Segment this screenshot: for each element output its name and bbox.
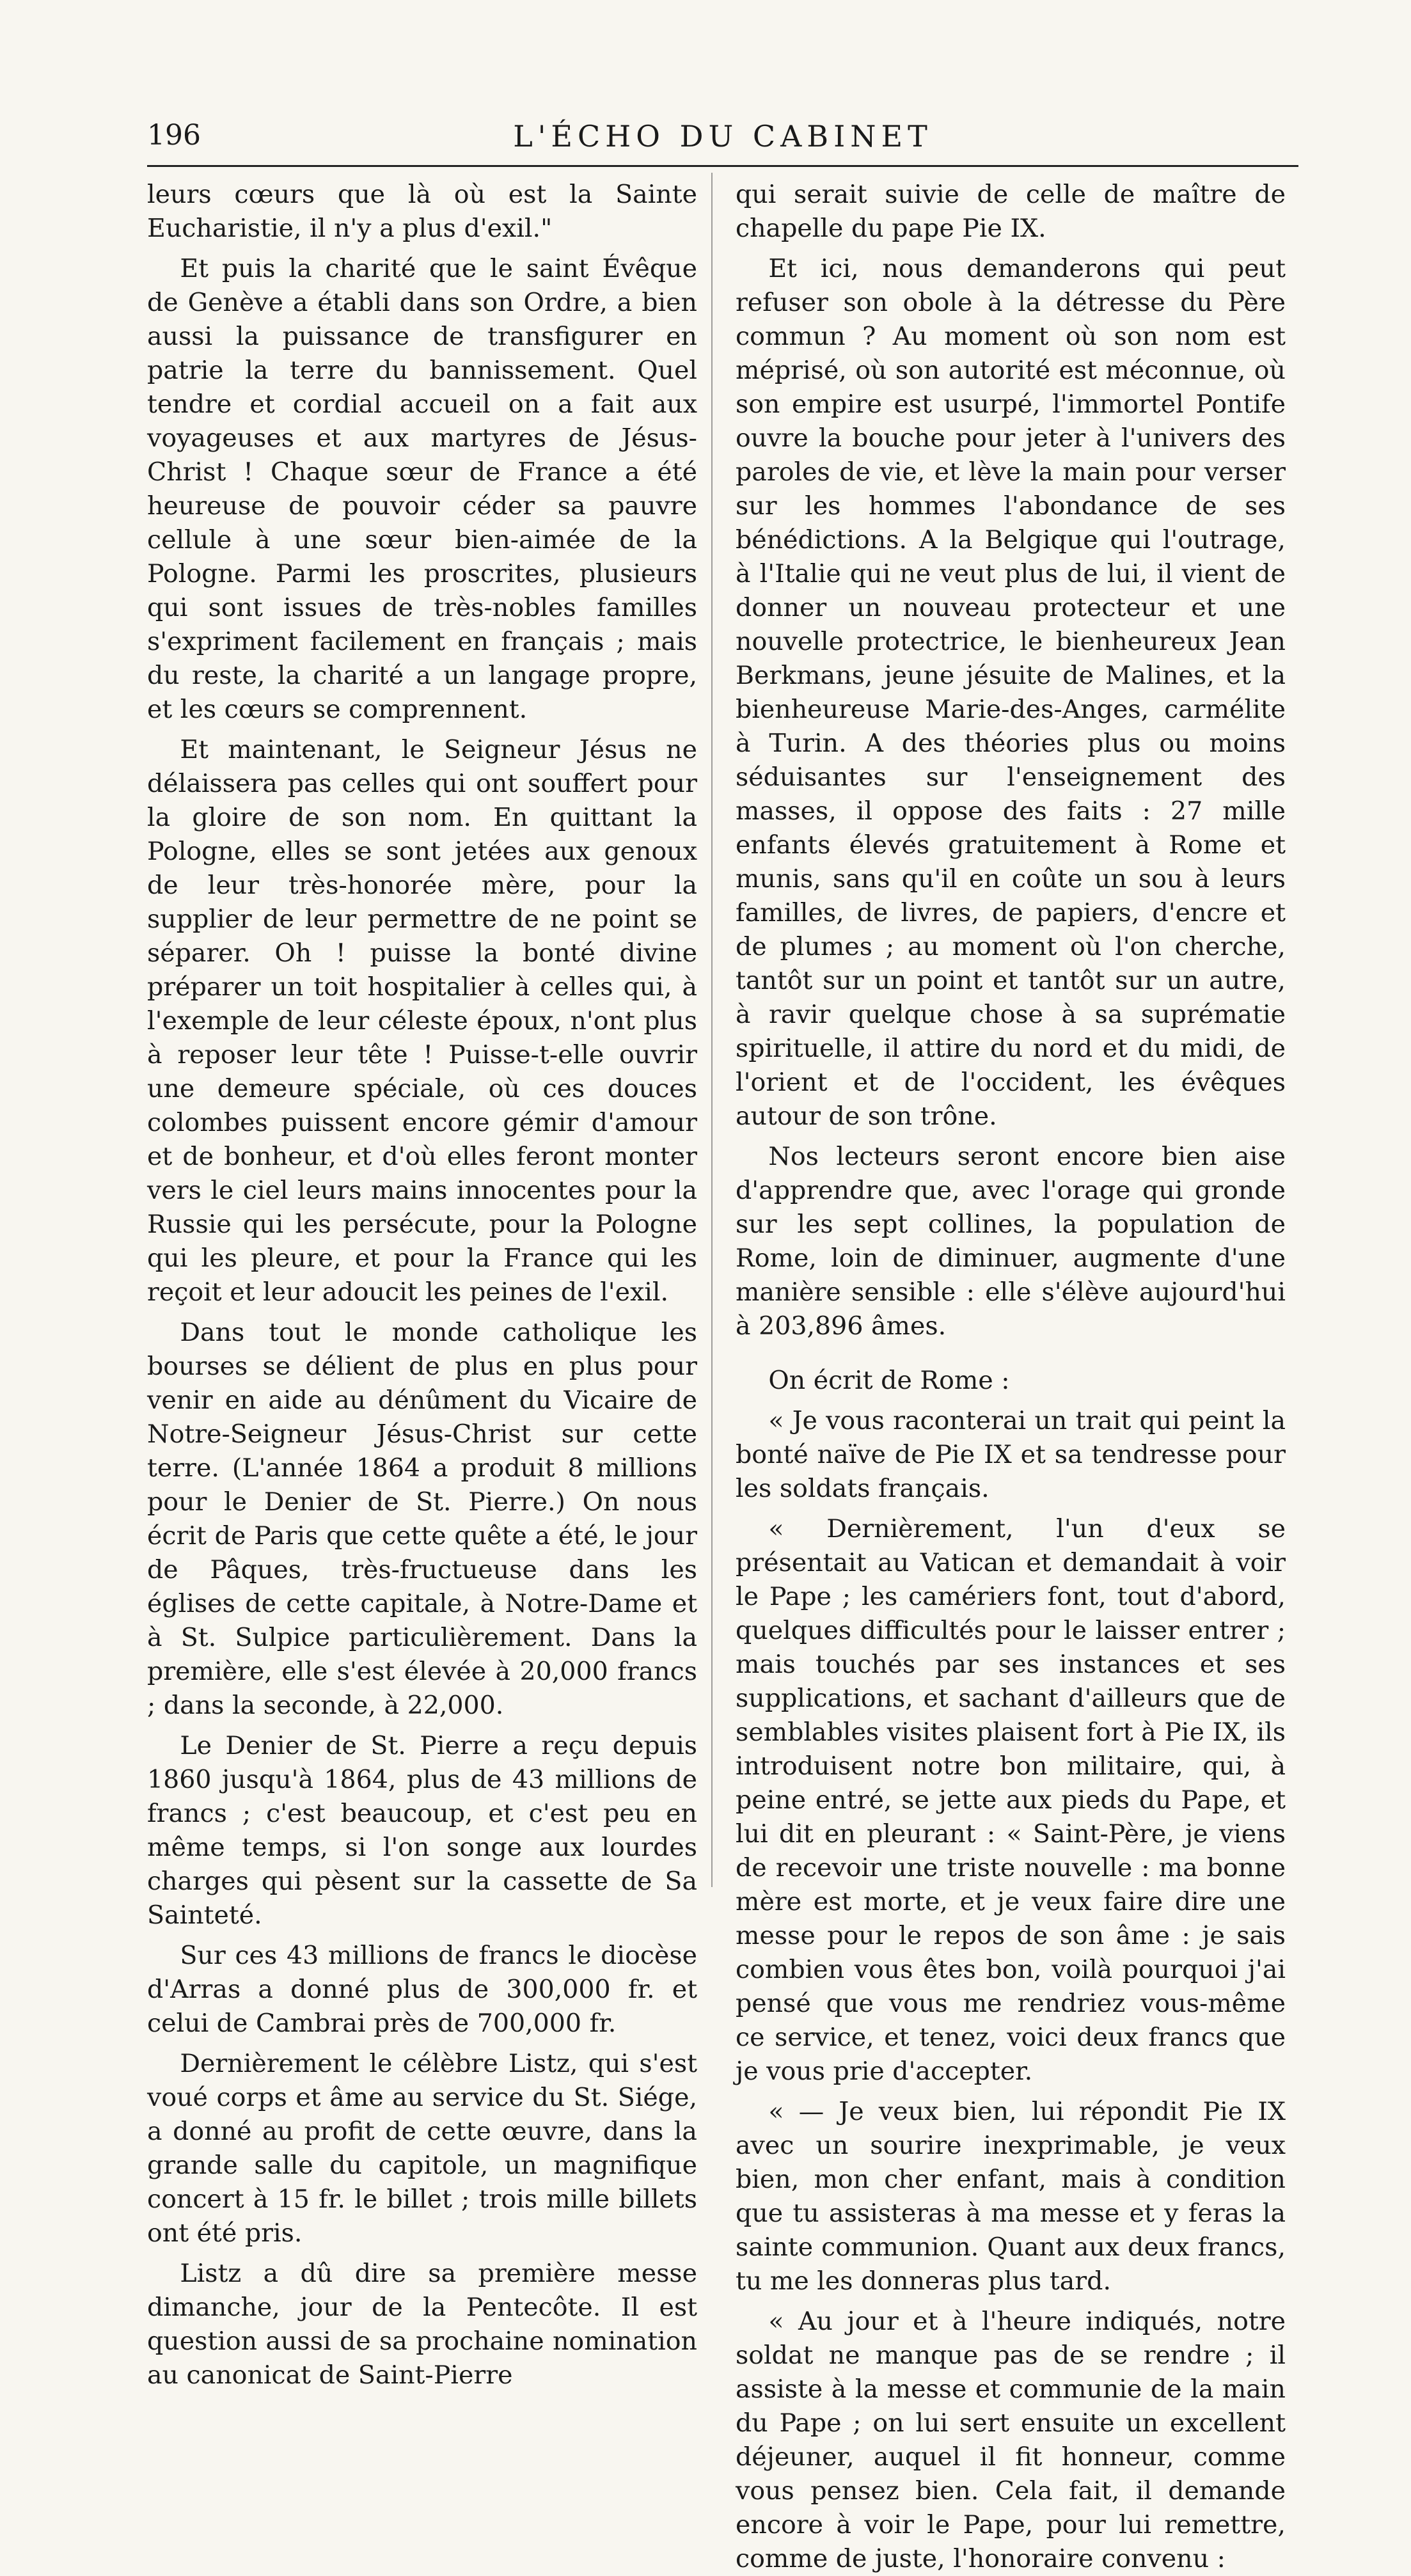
paragraph: Listz a dû dire sa première messe dimanche, jour de la Pentecôte. Il est question aussi de sa prochaine nomination au canonicat de Saint-Pierre [147,2259,697,2390]
paragraph: Et ici, nous demanderons qui peut refuser son obole à la détresse du Père commun ? Au moment où son nom est méprisé, où son autorité est méconnue, où son empire est usurpé, l'immortel Pontife ouvre la bouche pour jeter à l'univers des paroles de vie, et lève la main pour verser sur les hommes l'abondance de ses bénédictions. A la Belgique qui l'outrage, à l'Italie qui ne veut plus de lui, il vient de donner un nouveau protecteur et une nouvelle protectrice, le bienheureux Jean Berkmans, jeune jésuite de Malines, et la bienheureuse Marie-des-Anges, carmélite à Turin. A des théories plus ou moins séduisantes sur l'enseignement des masses, il oppose des faits : 27 mille enfants élevés gratuitement à Rome et munis, sans qu'il en coûte un sou à leurs familles, de livres, de papiers, d'encre et de plumes ; au moment où l'on cherche, tantôt sur un point et tantôt sur un autre, à ravir quelque chose à sa suprématie spirituelle, il attire du nord et du midi, de l'orient et de l'occident, les évêques autour de son trône. [736,254,1286,1131]
paragraph: Et puis la charité que le saint Évêque de Genève a établi dans son Ordre, a bien aussi la puissance de transfigurer en patrie la terre du bannissement. Quel tendre et cordial accueil on a fait aux voyageuses et aux martyres de Jésus-Christ ! Chaque sœur de France a été heureuse de pouvoir céder sa pauvre cellule à une sœur bien-aimée de la Pologne. Parmi les proscrites, plusieurs qui sont issues de très-nobles familles s'expriment facilement en français ; mais du reste, la charité a un langage propre, et les cœurs se comprennent. [147,254,697,724]
page-number: 196 [147,119,201,152]
paragraph: qui serait suivie de celle de maître de chapelle du pape Pie IX. [736,180,1286,243]
paragraph: « Dernièrement, l'un d'eux se présentait au Vatican et demandait à voir le Pape ; les camériers font, tout d'abord, quelques difficultés pour le laisser entrer ; mais touchés par ses instances et ses supplications, et sachant d'ailleurs que de semblables visites plaisent fort à Pie IX, ils introduisent notre bon militaire, qui, à peine entré, se jette aux pieds du Pape, et lui dit en pleurant : « Saint-Père, je viens de recevoir une triste nouvelle : ma bonne mère est morte, et je veux faire dire une messe pour le repos de son âme : je sais combien vous êtes bon, voilà pourquoi j'ai pensé que vous me rendriez vous-même ce service, et tenez, voici deux francs que je vous prie d'accepter. [736,1514,1286,2086]
paragraph: Sur ces 43 millions de francs le diocèse d'Arras a donné plus de 300,000 fr. et celui de Cambrai près de 700,000 fr. [147,1941,697,2038]
paragraph: « Au jour et à l'heure indiqués, notre soldat ne manque pas de se rendre ; il assiste à la messe et communie de la main du Pape ; on lui sert ensuite un excellent déjeuner, auquel il fit honneur, comme vous pensez bien. Cela fait, il demande encore à voir le Pape, pour lui remettre, comme de juste, l'honoraire convenu : [736,2307,1286,2573]
left-column [147,178,697,2390]
paragraph: Dans tout le monde catholique les bourses se délient de plus en plus pour venir en aide au dénûment du Vicaire de Notre-Seigneur Jésus-Christ sur cette terre. (L'année 1864 a produit 8 millions pour le Denier de St. Pierre.) On nous écrit de Paris que cette quête a été, le jour de Pâques, très-fructueuse dans les églises de cette capitale, à Notre-Dame et à St. Sulpice particulièrement. Dans la première, elle s'est élevée à 20,000 francs ; dans la seconde, à 22,000. [147,1318,697,1720]
paragraph: Et maintenant, le Seigneur Jésus ne délaissera pas celles qui ont souffert pour la gloire de son nom. En quittant la Pologne, elles se sont jetées aux genoux de leur très-honorée mère, pour la supplier de leur permettre de ne point se séparer. Oh ! puisse la bonté divine préparer un toit hospitalier à celles qui, à l'exemple de leur céleste époux, n'ont plus à reposer leur tête ! Puisse-t-elle ouvrir une demeure spéciale, où ces douces colombes puissent encore gémir d'amour et de bonheur, et d'où elles feront monter vers le ciel leurs mains innocentes pour la Russie qui les persécute, pour la Pologne qui les pleure, et pour la France qui les reçoit et leur adoucit les peines de l'exil. [147,735,697,1307]
column-divider [711,173,713,1887]
paragraph: Nos lecteurs seront encore bien aise d'apprendre que, avec l'orage qui gronde sur les sept collines, la population de Rome, loin de diminuer, augmente d'une manière sensible : elle s'élève aujourd'hui à 203,896 âmes. [736,1142,1286,1341]
paragraph: leurs cœurs que là où est la Sainte Eucharistie, il n'y a plus d'exil." [147,180,697,243]
dateline: On écrit de Rome : [768,1366,1010,1395]
journal-title: L'ÉCHO DU CABINET [513,119,933,154]
right-column [736,178,1286,2573]
header-rule [147,165,1298,167]
paragraph: « Je vous raconterai un trait qui peint la bonté naïve de Pie IX et sa tendresse pour les soldats français. [736,1406,1286,1503]
page-header [147,113,1298,164]
paragraph: Le Denier de St. Pierre a reçu depuis 1860 jusqu'à 1864, plus de 43 millions de francs ; c'est beaucoup, et c'est peu en même temps, si l'on songe aux lourdes charges qui pèsent sur la cassette de Sa Sainteté. [147,1731,697,1930]
paragraph: Dernièrement le célèbre Listz, qui s'est voué corps et âme au service du St. Siége, a donné au profit de cette œuvre, dans la grande salle du capitole, un magnifique concert à 15 fr. le billet ; trois mille billets ont été pris. [147,2049,697,2248]
paragraph: « — Je veux bien, lui répondit Pie IX avec un sourire inexprimable, je veux bien, mon cher enfant, mais à condition que tu assisteras à ma messe et y feras la sainte communion. Quant aux deux francs, tu me les donneras plus tard. [736,2097,1286,2296]
